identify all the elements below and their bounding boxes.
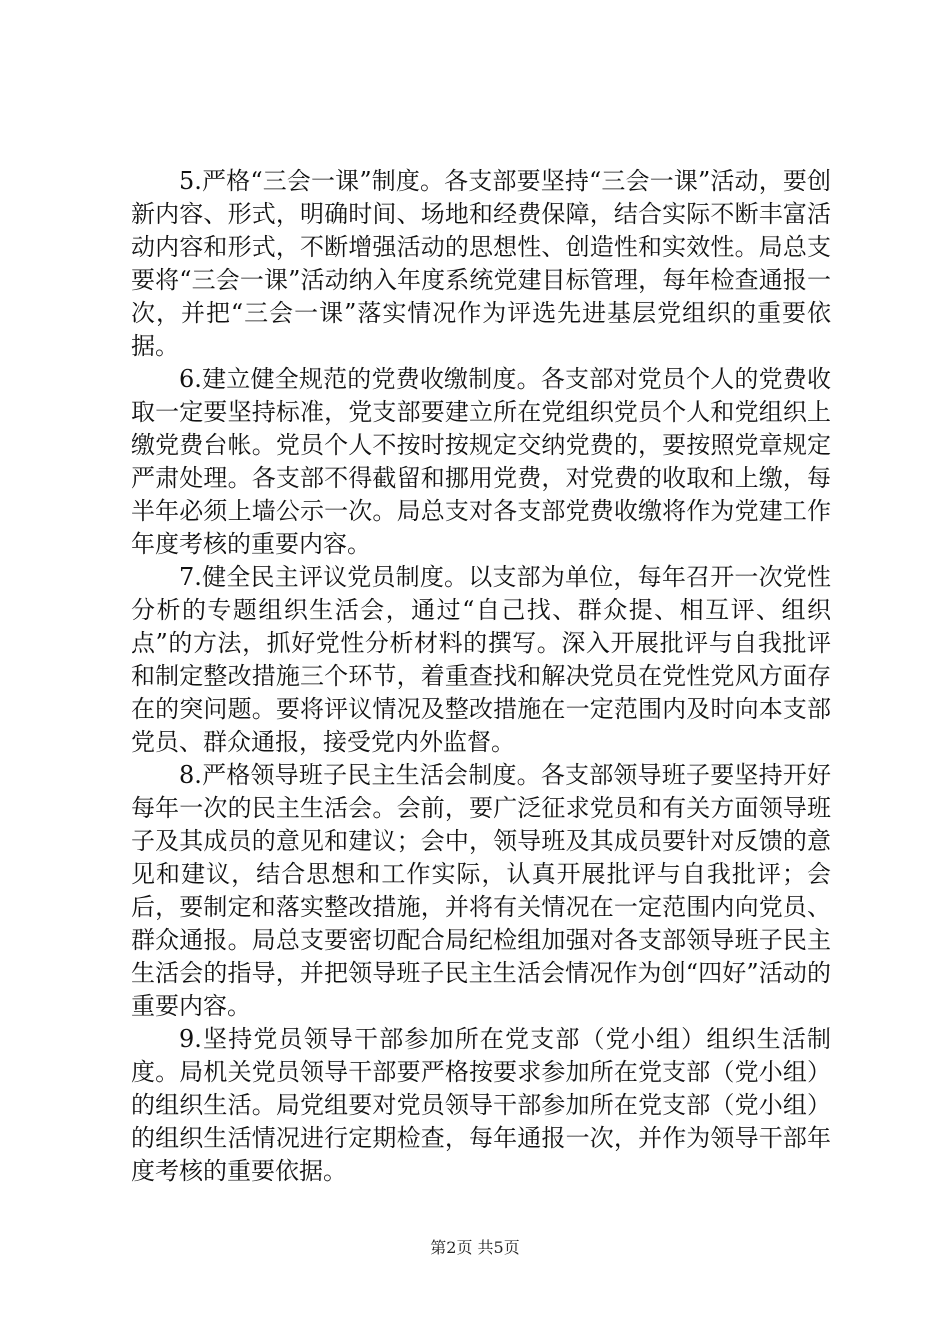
paragraph-item-9: 9.坚持党员领导干部参加所在党支部（党小组）组织生活制度。局机关党员领导干部要严格按要求参加所在党支部（党小组）的组织生活。局党组要对党员领导干部参加所在党支部（党小组）的组织生活情况进行定期检查，每年通报一次，并作为领导干部年度考核的重要依据。 bbox=[131, 1025, 831, 1185]
paragraph-item-5: 5.严格“三会一课”制度。各支部要坚持“三会一课”活动，要创新内容、形式，明确时间、场地和经费保障，结合实际不断丰富活动内容和形式，不断增强活动的思想性、创造性和实效性。局总支要将“三会一课”活动纳入年度系统党建目标管理，每年检查通报一次，并把“三会一课”落实情况作为评选先进基层党组织的重要依据。 bbox=[131, 167, 831, 360]
page-number-footer: 第2页 共5页 bbox=[430, 1238, 520, 1257]
paragraph-item-8: 8.严格领导班子民主生活会制度。各支部领导班子要坚持开好每年一次的民主生活会。会前，要广泛征求党员和有关方面领导班子及其成员的意见和建议；会中，领导班及其成员要针对反馈的意见和建议，结合思想和工作实际，认真开展批评与自我批评；会后，要制定和落实整改措施，并将有关情况在一定范围内向党员、群众通报。局总支要密切配合局纪检组加强对各支部领导班子民主生活会的指导，并把领导班子民主生活会情况作为创“四好”活动的重要内容。 bbox=[131, 761, 831, 1020]
paragraph-item-7: 7.健全民主评议党员制度。以支部为单位，每年召开一次党性分析的专题组织生活会，通过“自己找、群众提、相互评、组织点”的方法，抓好党性分析材料的撰写。深入开展批评与自我批评和制定整改措施三个环节，着重查找和解决党员在党性党风方面存在的突问题。要将评议情况及整改措施在一定范围内及时向本支部党员、群众通报，接受党内外监督。 bbox=[131, 563, 831, 756]
document-body bbox=[131, 165, 831, 1188]
paragraph-item-6: 6.建立健全规范的党费收缴制度。各支部对党员个人的党费收取一定要坚持标准，党支部要建立所在党组织党员个人和党组织上缴党费台帐。党员个人不按时按规定交纳党费的，要按照党章规定严肃处理。各支部不得截留和挪用党费，对党费的收取和上缴，每半年必须上墙公示一次。局总支对各支部党费收缴将作为党建工作年度考核的重要内容。 bbox=[131, 365, 831, 558]
